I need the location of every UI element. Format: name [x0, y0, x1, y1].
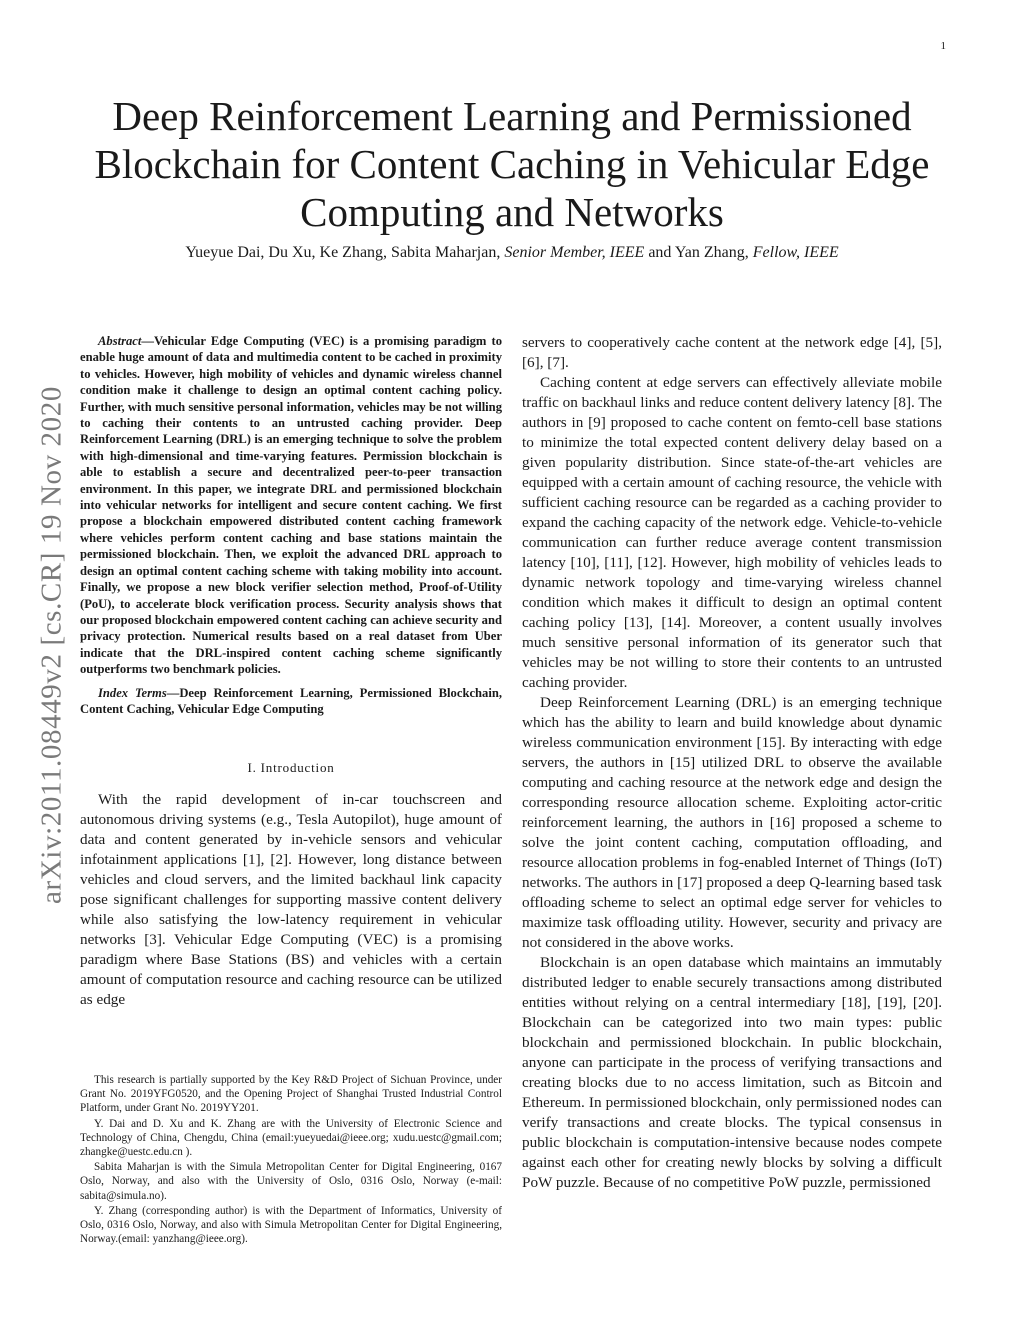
author-names-1: Yueyue Dai, Du Xu, Ke Zhang, Sabita Maharjan, — [185, 244, 505, 261]
footnote-affiliation-uestc: Y. Dai and D. Xu and K. Zhang are with the University of Electronic Science and Technology of China, Chengdu, China (email:yueyuedai@ieee.org; xudu.uestc@gmail.com; zhangke@uestc.edu.cn ). — [80, 1117, 502, 1159]
footnotes — [80, 1073, 502, 1247]
intro-paragraph: With the rapid development of in-car touchscreen and autonomous driving systems (e.g., Tesla Autopilot), huge amount of data and content generated by in-vehicle sensors and vehicular infotainment applications [1], [2]. However, long distance between vehicles and cloud servers, and the limited backhaul link capacity pose significant challenges for supporting massive content delivery while also satisfying the low-latency requirement in vehicular networks [3]. Vehicular Edge Computing (VEC) is a promising paradigm where Base Stations (BS) and vehicles with a certain amount of computation resource and caching resource can be utilized as edge — [80, 791, 502, 1009]
author-title-1: Senior Member, IEEE — [504, 244, 645, 261]
body-paragraph: servers to cooperatively cache content at the network edge [4], [5], [6], [7]. — [522, 334, 942, 371]
paper-title: Deep Reinforcement Learning and Permissioned Blockchain for Content Caching in Vehicular Edge Computing and Networks — [94, 93, 930, 235]
arxiv-identifier-stamp[interactable] — [34, 350, 70, 940]
section-heading-introduction: I. Introduction — [247, 760, 335, 776]
author-line — [40, 243, 984, 263]
author-title-2: Fellow, IEEE — [752, 244, 839, 261]
body-paragraph: Blockchain is an open database which maintains an immutably distributed ledger to enable securely transactions among distributed entities without relying on a central intermediary [18], [19], [20]. Blockchain can be categorized into two main types: public blockchain and permissioned blockchain. In public blockchain, anyone can participate in the process of verifying transactions and creating blocks due to no access limitation, such as Bitcoin and Ethereum. In permissioned blockchain, only permissioned nodes can verify transactions and create blocks. The typical consensus in public blockchain is computation-intensive because nodes compete against each other for creating newly blocks by solving a difficult PoW puzzle. Because of no competitive PoW puzzle, permissioned — [522, 954, 942, 1191]
index-terms — [80, 685, 502, 718]
body-paragraph: Deep Reinforcement Learning (DRL) is an emerging technique which has the ability to learn and build knowledge about dynamic wireless communication environment [15]. By interacting with edge servers, the authors in [15] utilized DRL to observe the available computing and caching resource at the network edge and design the corresponding resource allocation scheme. Exploiting actor-critic reinforcement learning, the authors in [16] proposed a scheme to solve the joint content caching, computation offloading, and resource allocation problems in fog-enabled Internet of Things (IoT) networks. The authors in [17] proposed a deep Q-learning based task offloading scheme to select an optimal edge server for vehicles to maximize task offloading utility. However, security and privacy are not considered in the above works. — [522, 694, 942, 951]
abstract-label: Abstract — [98, 334, 142, 348]
body-paragraph: Caching content at edge servers can effectively alleviate mobile traffic on backhaul links and reduce content delivery latency [8]. The authors in [9] proposed to cache content on femto-cell base stations to minimize the total expected content delivery delay based on a given popularity distribution. Since state-of-the-art vehicles are equipped with a certain amount of caching resource, the vehicle with sufficient caching resource can be regarded as a caching provider to expand the caching capacity of the network edge. Vehicle-to-vehicle communication can further reduce average content transmission latency [10], [11], [12]. However, high mobility of vehicles leads to dynamic network topology and time-varying wireless channel condition which makes it difficult to design an optimal content caching policy [13], [14]. Moreover, a content usually involves much sensitive personal information of its generator such that vehicles may be not willing to store their contents to an untrusted caching provider. — [522, 374, 942, 691]
abstract-text: —Vehicular Edge Computing (VEC) is a promising paradigm to enable huge amount of data and multimedia content to be cached in proximity to vehicles. However, high mobility of vehicles and dynamic wireless channel condition make it challenge to design an optimal content caching policy. Further, with much sensitive personal information, vehicles may be not willing to caching their contents to an untrusted caching provider. Deep Reinforcement Learning (DRL) is an emerging technique to solve the problem with high-dimensional and time-varying features. Permission blockchain is able to establish a secure and decentralized peer-to-peer transaction environment. In this paper, we integrate DRL and permissioned blockchain into vehicular networks for intelligent and secure content caching. We first propose a blockchain empowered distributed content caching framework where vehicles perform content caching and base stations maintain the permissioned blockchain. Then, we exploit the advanced DRL approach to design an optimal content caching scheme with taking mobility into account. Finally, we propose a new block verifier selection method, Proof-of-Utility (PoU), to accelerate block verification process. Security analysis shows that our proposed blockchain empowered content caching can achieve security and privacy protection. Numerical results based on a real dataset from Uber indicate that the DRL-inspired content caching scheme significantly outperforms two benchmark policies. — [80, 334, 502, 677]
arxiv-stamp-text: arXiv:2011.08449v2 [cs.CR] 19 Nov 2020 — [35, 386, 68, 904]
footnote-funding: This research is partially supported by the Key R&D Project of Sichuan Province, under Grant No. 2019YFG0520, and the Opening Project of Shanghai Trusted Industrial Control Platform, under Grant No. 2019YY201. — [80, 1074, 502, 1115]
author-names-2: and Yan Zhang, — [644, 244, 753, 261]
abstract — [80, 333, 502, 678]
footnote-affiliation-simula: Sabita Maharjan is with the Simula Metropolitan Center for Digital Engineering, 0167 Oslo, Norway, and also with the University of Oslo, 0316 Oslo, Norway (e-mail: sabita@simula.no). — [80, 1161, 502, 1202]
left-column — [80, 333, 502, 1010]
right-column — [522, 333, 942, 1193]
index-terms-label: Index Terms — [98, 685, 167, 700]
page-number: 1 — [940, 40, 946, 52]
footnote-corresponding-author: Y. Zhang (corresponding author) is with the Department of Informatics, University of Oslo, 0316 Oslo, Norway, and also with Simula Metropolitan Center for Digital Engineering, Norway.(email: yanzhang@ieee.org). — [80, 1204, 502, 1246]
index-terms-text: —Deep Reinforcement Learning, Permissioned Blockchain, Content Caching, Vehicular Edge Computing — [80, 685, 502, 716]
